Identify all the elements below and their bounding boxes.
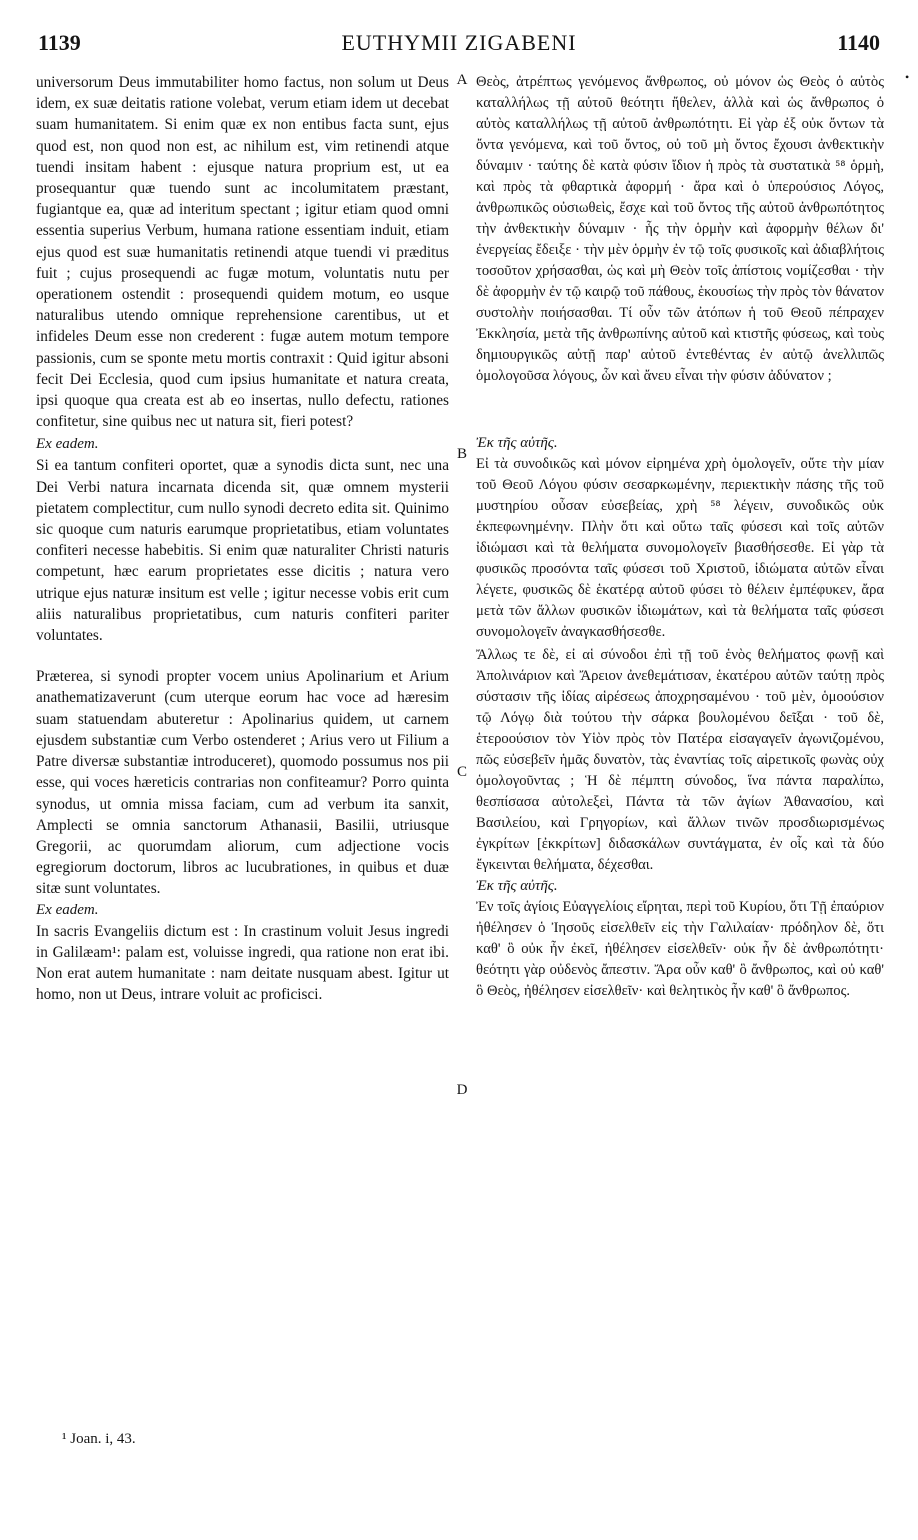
latin-paragraph-3: Præterea, si synodi propter vocem unius Apolinarium et Arium anathematizaverunt (cum uterque eorum hac voce ad hæresim suam statuendam abuteretur : Apolinarius quidem, ut carnem ejusdem substantiæ cum Verbo ostenderet ; Arius vero ut Filium a Patre diversæ substantiæ introduceret), quomodo possumus nos pii esse, qui voces hæreticis contrarias non confiteamur? Porro quinta synodus, ut omnia missa faciam, cum ad verbum ita sanxit, Amplecti se omnia sanctorum Athanasii, Basilii, utriusque Gregorii, ac quorumdam aliorum, cum adjectione vocis egregiorum doctorum, libros ac lucubrationes, in quibus et duæ sitæ sunt voluntates. <box>36 668 449 898</box>
greek-paragraph-4: Ἐν τοῖς ἁγίοις Εὐαγγελίοις εἴρηται, περὶ τοῦ Κυρίου, ὅτι Τῇ ἐπαύριον ἠθέλησεν ὁ Ἰησοῦς εἰσελθεῖν εἰς τὴν Γαλιλαίαν· πρόδηλον δὲ, ὅτι καθ' ὃ οὐκ ἦν ἐκεῖ, ἠθέλησεν εἰσελθεῖν· οὐκ ἦν δὲ ἀνθρωπότητι· θεότητι γὰρ οὐδενὸς ἄπεστιν. Ἄρα οὖν καθ' ὃ ἄνθρωπος, καὶ οὐ καθ' ὃ Θεὸς, ἠθέλησεν εἰσελθεῖν· καὶ θελητικὸς ἦν καθ' ὃ ἄνθρωπος. <box>476 899 884 999</box>
margin-mark: • <box>905 70 910 84</box>
greek-section-heading-2: Ἐκ τῆς αὐτῆς. <box>476 878 558 894</box>
latin-column <box>36 72 449 1005</box>
greek-section-heading-1: Ἐκ τῆς αὐτῆς. <box>476 435 558 451</box>
greek-paragraph-1: Θεὸς, ἀτρέπτως γενόμενος ἄνθρωπος, οὐ μόνον ὡς Θεὸς ὁ αὐτὸς καταλλήλως τῇ αὐτοῦ θεότητι ἤθελεν, ἀλλὰ καὶ ὡς ἄνθρωπος ὁ αὐτὸς καταλλήλως τῇ αὐτοῦ ἀνθρωπότητι. Εἰ γὰρ ἐξ οὐκ ὄντων τὰ ὄντα γενόμενα, καὶ τοῦ ὄντος, οὐ τοῦ μὴ ὄντος ἔχουσι ἀνθεκτικὴν δύναμιν · ταύτης δὲ κατὰ φύσιν ἴδιον ἡ πρὸς τὰ συστατικὰ ⁵⁸ ὁρμὴ, καὶ πρὸς τὰ φθαρτικὰ ἀφορμή · ἄρα καὶ ὁ ὑπερούσιος Λόγος, ἀνθρωπικῶς οὐσιωθεὶς, ἔσχε καὶ τοῦ ὄντος τῆς αὐτοῦ ἀνθρωπότητος τὴν ἀνθεκτικὴν δύναμιν · ἧς τὴν ὁρμὴν καὶ ἀφορμὴν θέλων δι' ἐνεργείας ἔδειξε · τὴν μὲν ὁρμὴν ἐν τῷ τοῖς φυσικοῖς καὶ ἀδιαβλήτοις τοσοῦτον χρήσασθαι, ὡς καὶ μὴ Θεὸν τοῖς ἀπίστοις νομίζεσθαι · τὴν δὲ ἀφορμὴν ἐν τῷ καιρῷ τοῦ πάθους, ἑκουσίως τὴν πρὸς τὸν θάνατον συστολὴν ποιήσασθαι. Τί οὖν τῶν ἀτόπων ἡ τοῦ Θεοῦ πέπραχεν Ἐκκλησία, μετὰ τῆς ἀνθρωπίνης αὐτοῦ καὶ κτιστῆς φύσεως, καὶ τοὺς δημιουργικῶς αὐτῇ παρ' αὐτοῦ ἐντεθέντας ἐν αὐτῷ ἀνελλιπῶς ὁμολογοῦσα λόγους, ὧν καὶ ἄνευ εἶναι τὴν φύσιν ἀδύνατον ; <box>476 74 884 384</box>
margin-letter-b: B <box>456 446 467 462</box>
footnote: ¹ Joan. i, 43. <box>62 1431 136 1447</box>
greek-paragraph-2: Εἰ τὰ συνοδικῶς καὶ μόνον εἰρημένα χρὴ ὁμολογεῖν, οὔτε τὴν μίαν τοῦ Θεοῦ Λόγου φύσιν σεσαρκωμένην, περιεκτικὴν πάσης τῆς τοῦ μυστηρίου οὖσαν εὐσεβείας, χρὴ ⁵⁸ λέγειν, συνοδικῶς οὐκ ἐκπεφωνημένην. Πλὴν ὅτι καὶ οὕτω ταῖς φύσεσι καὶ τοῖς αὐτῶν ἰδιώμασι καὶ τὰ θελήματα συνομολογεῖν βιασθήσεσθε. Εἰ γὰρ τὰ φυσικῶς προσόντα ταῖς φύσεσι τοῦ Χριστοῦ, ἰδιώματα αὐτῶν εἶναι λέγετε, φυσικῶς δὲ ἑκατέρᾳ αὐτοῦ φύσει τὸ θέλειν ἐμπέφυκεν, ἄρα μετὰ τῶν ἄλλων φυσικῶν ἰδιωμάτων, καὶ τὰ θελήματα ταῖς φύσεσι συνομολογεῖν ἀναγκασθήσεσθε. <box>476 456 884 640</box>
page-number-left: 1139 <box>38 30 81 55</box>
latin-paragraph-4: In sacris Evangeliis dictum est : In crastinum voluit Jesus ingredi in Galilæam¹: palam est, voluisse ingredi, qua ratione non erat ibi. Non erat autem humanitate : nam deitate nusquam abest. Igitur ut homo, non ut Deus, intrare voluit ac proficisci. <box>36 922 449 1004</box>
greek-paragraph-3: Ἄλλως τε δὲ, εἰ αἱ σύνοδοι ἐπὶ τῇ τοῦ ἑνὸς θελήματος φωνῇ καὶ Ἀπολινάριον καὶ Ἄρειον ἀνεθεμάτισαν, ἑκατέρου αὐτῶν ταύτῃ πρὸς σύστασιν τῆς ἰδίας αἱρέσεως ἀποχρησαμένου · τοῦ μὲν, ὁμοούσιον τῷ Λόγῳ διὰ τούτου τὴν σάρκα βουλομένου δεῖξαι · τοῦ δὲ, ἑτεροούσιον τὸν Υἱὸν πρὸς τὸν Πατέρα εἰσαγαγεῖν ἀγωνιζομένου, πῶς εὐσεβεῖν ἡμᾶς δυνατὸν, τὰς ἐναντίας τοῖς αἱρετικοῖς φωνὰς οὐχ ὁμολογοῦντας ; Ἡ δὲ πέμπτη σύνοδος, ἵνα πάντα παραλίπω, θεσπίσασα αὐτολεξεὶ, Πάντα τὰ τῶν ἁγίων Ἀθανασίου, καὶ Βασιλείου, καὶ Γρηγορίων, καὶ ἄλλων τινῶν προσδιωρισμένως ἐγκρίτων [ἐκκρίτων] διδασκάλων συντάγματα, ἐν οἷς καὶ τὰ δύο ἔγκεινται θελήματα, δέχεσθαι. <box>476 647 884 873</box>
latin-paragraph-1: universorum Deus immutabiliter homo factus, non solum ut Deus idem, ex suæ deitatis ratione volebat, verum etiam idem ut decebat suam humanitatem. Si enim quæ ex non entibus facta sunt, ejus quod est, non quod non est, ac nihilum est, vim retinendi atque tuendi insitam habent : ejusque natura proprium est, ut ea prosequantur quæ tuendo sunt ac incolumitatem præstant, fugiantque ea, quæ ad interitum spectant ; igitur etiam quod omni essentia superius Verbum, humana ratione essentiam induit, etiam ejus quod est suæ humanitatis retinendi atque tuendi vi præditus fuit ; cujus prosequendi ac fugæ motum, voluntatis nutu per operationem ostendit : prosequendi quidem motum, eo usque naturalibus utendo omnique reprehensione carentibus, ut et infideles Deum esse non crederent : fugæ autem motum tempore passionis, cum se sponte metu mortis contraxit : Quid igitur absoni fecit Dei Ecclesia, quod cum ipsius humanitate et natura creata, ipsi quoque qua creata est ab eo insertas, nullo defectu, rationes confitetur, sine quibus nec ut natura sit, fieri potest? <box>36 74 449 431</box>
latin-section-heading-1: Ex eadem. <box>36 436 99 453</box>
running-title: EUTHYMII ZIGABENI <box>341 30 577 55</box>
latin-paragraph-2: Si ea tantum confiteri oportet, quæ a synodis dicta sunt, nec una Dei Verbi natura incarnata dicenda sit, quæ omnem mysterii pietatem complectitur, cum nullo synodi decreto edita sit. Quinimo sic quoque cum naturis earumque proprietatibus, etiam voluntates confiteri necesse habebitis. Si enim quæ naturaliter Christi naturis competunt, hæc earum proprietates esse dicitis ; natura vero utrique ejus naturæ insitum est velle ; igitur necesse vobis erit cum aliis naturalibus proprietatibus, cum naturis confiteri pariter voluntates. <box>36 457 449 645</box>
page-number-right: 1140 <box>837 30 880 55</box>
page-header <box>38 30 880 60</box>
margin-letter-c: C <box>456 764 467 780</box>
greek-column <box>476 72 884 1002</box>
margin-letter-a: A <box>456 72 468 88</box>
margin-letter-d: D <box>456 1082 468 1098</box>
latin-section-heading-2: Ex eadem. <box>36 901 99 918</box>
